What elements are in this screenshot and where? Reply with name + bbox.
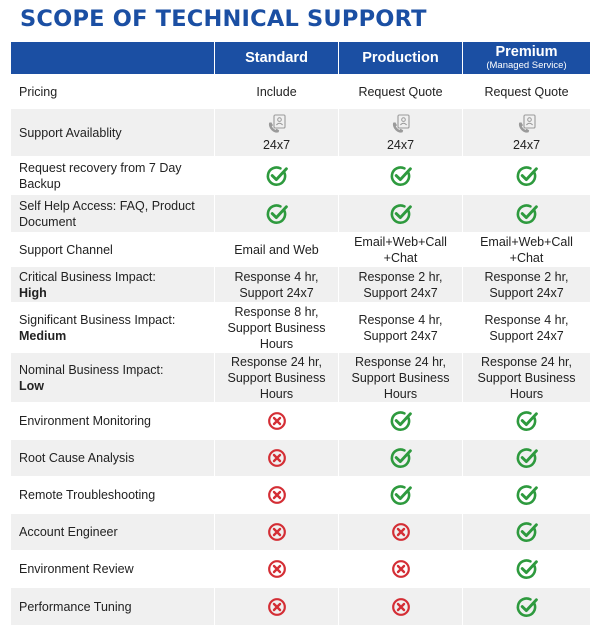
cross-icon [267,597,287,617]
support-comparison-table [10,41,591,626]
row-label-text: Root Cause Analysis [19,451,135,465]
cell-production [339,267,463,303]
cell-standard [215,477,339,514]
header-blank-cell [11,42,215,75]
cell-text: Email and Web [234,242,319,257]
column-header-premium [463,42,591,75]
check-icon [515,446,539,470]
row-label-text: Account Engineer [19,525,118,539]
row-label [11,353,215,403]
cell-standard [215,440,339,477]
row-label-text: Critical Business Impact: [19,269,156,284]
phone-support-icon [516,113,538,135]
row-label-text: Environment Monitoring [19,414,152,428]
check-icon [389,202,413,226]
row-label-text: Nominal Business Impact: [19,362,164,377]
check-icon [515,557,539,581]
row-label [11,477,215,514]
check-icon [265,202,289,226]
row-label-text: Performance Tuning [19,599,132,614]
check-icon [515,520,539,544]
availability-text: 24x7 [386,137,415,152]
row-label [11,195,215,233]
row-label-text: Self Help Access: FAQ, Product Document [19,198,195,229]
row-label-text: Environment Review [19,562,134,576]
cell-text: Response 4 hr, Support 24x7 [358,312,443,343]
impact-level: High [19,285,47,300]
cross-icon [391,597,411,617]
availability-text: 24x7 [262,137,291,152]
cell-standard [215,353,339,403]
table-body [11,75,591,626]
page-title: SCOPE OF TECHNICAL SUPPORT [20,6,427,32]
row-label-text: Remote Troubleshooting [19,488,156,502]
cell-production [339,514,463,551]
cross-icon [267,411,287,431]
cell-production [339,233,463,267]
table-row [11,403,591,440]
row-label [11,75,215,109]
row-label [11,157,215,195]
cell-standard [215,233,339,267]
cross-icon [267,559,287,579]
table-row [11,233,591,267]
table-row [11,353,591,403]
cell-premium [463,440,591,477]
table-row [11,551,591,588]
cell-text: Response 24 hr, Support Business Hours [351,354,450,401]
cell-standard [215,75,339,109]
check-icon [389,446,413,470]
cell-text: Response 4 hr, Support 24x7 [484,312,569,343]
cell-text: Response 2 hr, Support 24x7 [358,269,443,300]
cross-icon [391,522,411,542]
row-label [11,403,215,440]
premium-subtitle: (Managed Service) [486,60,567,71]
cell-production [339,440,463,477]
row-label [11,303,215,353]
cell-premium [463,109,591,157]
cross-icon [267,485,287,505]
cell-premium [463,195,591,233]
table-row [11,303,591,353]
check-icon [389,483,413,507]
cell-production [339,109,463,157]
cell-text: Request Quote [358,84,443,99]
cell-text: Include [256,84,297,99]
cell-premium [463,267,591,303]
row-label [11,588,215,626]
cell-standard [215,403,339,440]
row-label [11,109,215,157]
cell-standard [215,157,339,195]
header-row [11,42,591,75]
cell-production [339,588,463,626]
check-icon [389,409,413,433]
row-label-text: Support Availablity [19,125,122,140]
row-label-text: Significant Business Impact: [19,312,176,327]
table-row [11,75,591,109]
cell-production [339,403,463,440]
cell-premium [463,353,591,403]
cell-standard [215,588,339,626]
cell-production [339,75,463,109]
availability-cell [339,113,462,153]
cell-text: Response 4 hr, Support 24x7 [234,269,319,300]
cell-premium [463,588,591,626]
cell-standard [215,303,339,353]
cell-premium [463,157,591,195]
check-icon [515,483,539,507]
row-label [11,267,215,303]
impact-level: Medium [19,328,67,343]
table-row [11,514,591,551]
cell-production [339,353,463,403]
cell-production [339,157,463,195]
row-label [11,233,215,267]
cell-standard [215,267,339,303]
phone-support-icon [266,113,288,135]
cell-premium [463,514,591,551]
cell-production [339,477,463,514]
table-row [11,267,591,303]
table-row [11,588,591,626]
check-icon [389,164,413,188]
row-label-text: Pricing [19,84,58,99]
phone-support-icon [390,113,412,135]
check-icon [515,595,539,619]
cell-premium [463,303,591,353]
cross-icon [267,448,287,468]
cell-text: Response 2 hr, Support 24x7 [484,269,569,300]
check-icon [265,164,289,188]
cell-text: Request Quote [484,84,569,99]
column-header-production: Production [339,42,463,75]
cell-text: Response 24 hr, Support Business Hours [477,354,576,401]
premium-title: Premium [495,44,558,60]
cell-standard [215,514,339,551]
cell-production [339,551,463,588]
check-icon [515,409,539,433]
cell-premium [463,551,591,588]
column-header-standard: Standard [215,42,339,75]
row-label [11,551,215,588]
row-label [11,440,215,477]
check-icon [515,164,539,188]
availability-cell [463,113,590,153]
impact-level: Low [19,378,44,393]
cell-premium [463,403,591,440]
cell-standard [215,551,339,588]
table-row [11,109,591,157]
table-row [11,195,591,233]
cell-text: Email+Web+Call +Chat [480,234,573,265]
cell-premium [463,75,591,109]
cell-standard [215,195,339,233]
row-label [11,514,215,551]
cell-text: Response 8 hr, Support Business Hours [227,304,326,351]
availability-cell [215,113,338,153]
row-label-text: Request recovery from 7 Day Backup [19,160,182,191]
cell-production [339,195,463,233]
cell-premium [463,477,591,514]
cross-icon [267,522,287,542]
cell-standard [215,109,339,157]
cell-premium [463,233,591,267]
cross-icon [391,559,411,579]
table-row [11,477,591,514]
cell-text: Response 24 hr, Support Business Hours [227,354,326,401]
row-label-text: Support Channel [19,242,113,257]
table-row [11,157,591,195]
table-row [11,440,591,477]
check-icon [515,202,539,226]
availability-text: 24x7 [512,137,541,152]
cell-production [339,303,463,353]
cell-text: Email+Web+Call +Chat [354,234,447,265]
